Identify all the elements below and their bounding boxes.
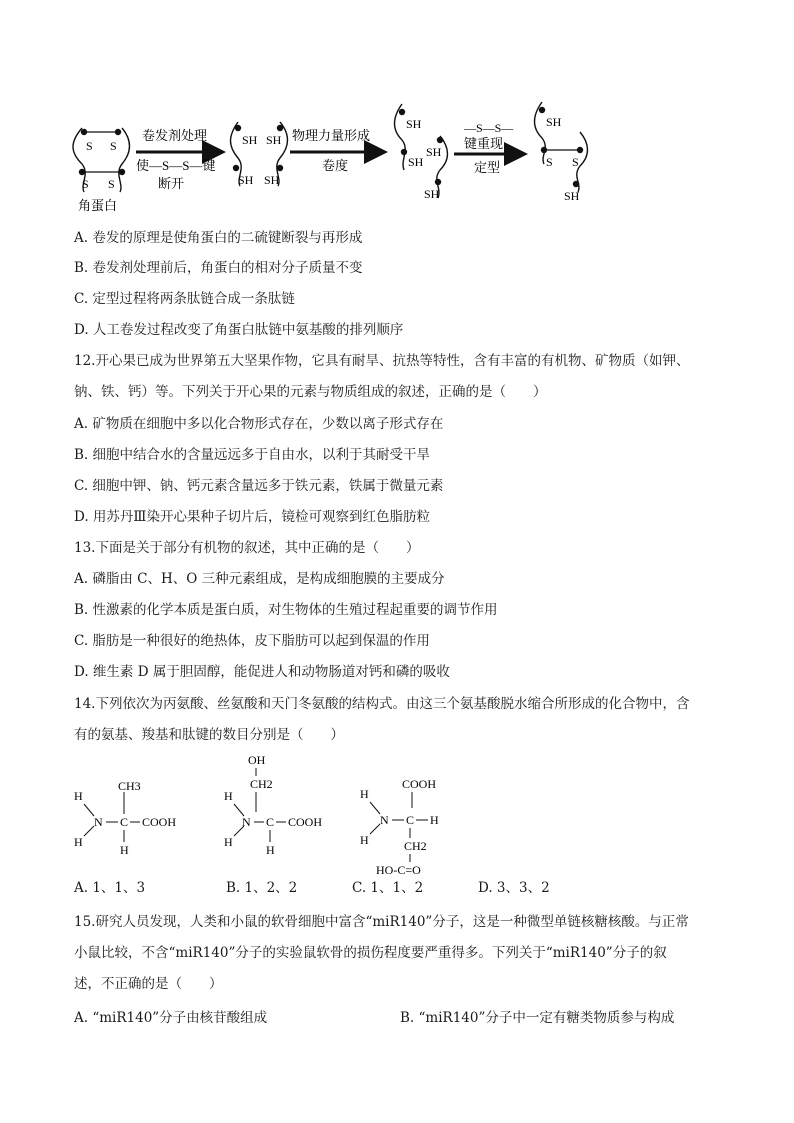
s-label: S: [82, 177, 89, 191]
svg-text:H: H: [266, 843, 275, 857]
svg-text:COOH: COOH: [288, 815, 323, 829]
svg-text:H: H: [360, 787, 369, 801]
sh-label: SH: [266, 133, 282, 147]
q12-option-b: B. 细胞中结合水的含量远远多于自由水，以利于其耐受干旱: [74, 447, 431, 463]
sh-label: SH: [406, 117, 422, 131]
sh-label: SH: [264, 173, 280, 187]
sh-label: SH: [408, 155, 424, 169]
svg-text:N: N: [380, 813, 389, 827]
q13-option-a: A. 磷脂由 C、H、O 三种元素组成，是构成细胞膜的主要成分: [74, 571, 445, 587]
stage-reformed: [535, 102, 588, 203]
aspartic-acid-structure: [360, 777, 439, 876]
svg-text:CH2: CH2: [404, 839, 427, 853]
q14-option-c: C. 1、1、2: [352, 880, 424, 896]
svg-text:H: H: [360, 833, 369, 847]
arrow-step-3: [454, 121, 522, 175]
q12-option-d: D. 用苏丹Ⅲ染开心果种子切片后，镜检可观察到红色脂肪粒: [74, 509, 430, 525]
q14-option-a: A. 1、1、3: [74, 880, 146, 896]
svg-text:CH2: CH2: [250, 777, 273, 791]
svg-text:N: N: [242, 815, 251, 829]
q15-stem-line-2: 小鼠比较，不含“miR140”分子的实验鼠软骨的损伤程度要严重得多。下列关于“miR140”分子的叙: [74, 945, 667, 961]
sh-label: SH: [242, 133, 258, 147]
q11-option-b: B. 卷发剂处理前后，角蛋白的相对分子质量不变: [74, 260, 363, 276]
q13-option-d: D. 维生素 D 属于胆固醇，能促进人和动物肠道对钙和磷的吸收: [74, 664, 450, 680]
svg-text:CH3: CH3: [118, 779, 141, 793]
sh-label: SH: [546, 115, 562, 129]
q14-option-d: D. 3、3、2: [478, 880, 550, 896]
s-label: S: [108, 177, 115, 191]
arrow3-bottom-label: 定型: [474, 160, 501, 175]
perm-process-diagram: [60, 92, 620, 220]
keratin-label: 角蛋白: [78, 198, 118, 213]
s-label: S: [110, 139, 117, 153]
q14-options: [74, 876, 674, 900]
svg-text:H: H: [74, 789, 83, 803]
q12-stem-line-2: 钠、铁、钙）等。下列关于开心果的元素与物质组成的叙述，正确的是（ ）: [74, 384, 547, 400]
q13-stem: 13.下面是关于部分有机物的叙述，其中正确的是（ ）: [74, 540, 420, 556]
arrow1-top-label: 卷发剂处理: [142, 128, 208, 143]
svg-text:C: C: [406, 813, 415, 827]
q15-stem-line-1: 15.研究人员发现，人类和小鼠的软骨细胞中富含“miR140”分子，这是一种微型单链核糖核酸。与正常: [74, 914, 689, 930]
q13-option-b: B. 性激素的化学本质是蛋白质，对生物体的生殖过程起重要的调节作用: [74, 602, 498, 618]
arrow1-bottom-label-1: 使—S—S—键: [136, 158, 216, 173]
svg-text:H: H: [430, 813, 439, 827]
arrow3-mid-label: 键重现: [464, 136, 504, 151]
alanine-structure: [74, 779, 176, 857]
svg-text:COOH: COOH: [142, 815, 177, 829]
arrow2-top-label: 物理力量形成: [292, 128, 371, 143]
arrow-step-1: [136, 128, 220, 191]
q14-option-b: B. 1、2、2: [226, 880, 298, 896]
serine-structure: [224, 753, 322, 857]
svg-text:H: H: [224, 835, 233, 849]
s-label: S: [546, 155, 553, 169]
stage-broken: [231, 122, 288, 187]
sh-label: SH: [424, 187, 440, 201]
svg-text:C: C: [266, 815, 275, 829]
svg-text:H: H: [74, 835, 83, 849]
q12-option-a: A. 矿物质在细胞中多以化合物形式存在，少数以离子形式存在: [74, 416, 444, 432]
q15-stem-line-3: 述，不正确的是（ ）: [74, 976, 223, 992]
amino-acid-structures: [60, 750, 480, 876]
svg-text:HO-C=O: HO-C=O: [376, 863, 421, 876]
q11-option-c: C. 定型过程将两条肽链合成一条肽链: [74, 291, 295, 307]
svg-text:N: N: [94, 815, 103, 829]
sh-label: SH: [564, 189, 580, 203]
q11-option-a: A. 卷发的原理是使角蛋白的二硫键断裂与再形成: [74, 230, 363, 246]
arrow1-bottom-label-2: 断开: [158, 176, 185, 191]
q13-option-c: C. 脂肪是一种很好的绝热体，皮下脂肪可以起到保温的作用: [74, 633, 430, 649]
arrow3-top-label: —S—S—: [464, 121, 514, 135]
svg-text:H: H: [120, 843, 129, 857]
q14-stem-line-1: 14.下列依次为丙氨酸、丝氨酸和天门冬氨酸的结构式。由这三个氨基酸脱水缩合所形成的化合物中，含: [74, 696, 690, 712]
s-label: S: [572, 155, 579, 169]
q12-option-c: C. 细胞中钾、钠、钙元素含量远多于铁元素，铁属于微量元素: [74, 478, 444, 494]
s-label: S: [86, 139, 93, 153]
q15-option-a: A. “miR140”分子由核苷酸组成: [74, 1010, 268, 1026]
arrow2-bottom-label: 卷度: [322, 158, 349, 173]
svg-text:OH: OH: [248, 753, 266, 767]
stage-keratin: [73, 128, 130, 213]
svg-text:H: H: [224, 789, 233, 803]
q15-option-b: B. “miR140”分子中一定有糖类物质参与构成: [400, 1010, 675, 1026]
stage-curled: [395, 104, 448, 201]
sh-label: SH: [238, 173, 254, 187]
svg-text:C: C: [120, 815, 129, 829]
svg-text:COOH: COOH: [402, 777, 437, 791]
q11-option-d: D. 人工卷发过程改变了角蛋白肽链中氨基酸的排列顺序: [74, 322, 404, 338]
arrow-step-2: [290, 128, 382, 173]
sh-label: SH: [426, 145, 442, 159]
q12-stem-line-1: 12.开心果已成为世界第五大坚果作物，它具有耐旱、抗热等特性，含有丰富的有机物、矿物质（如钾、: [74, 353, 690, 369]
q14-stem-line-2: 有的氨基、羧基和肽键的数目分别是（ ）: [74, 727, 344, 743]
